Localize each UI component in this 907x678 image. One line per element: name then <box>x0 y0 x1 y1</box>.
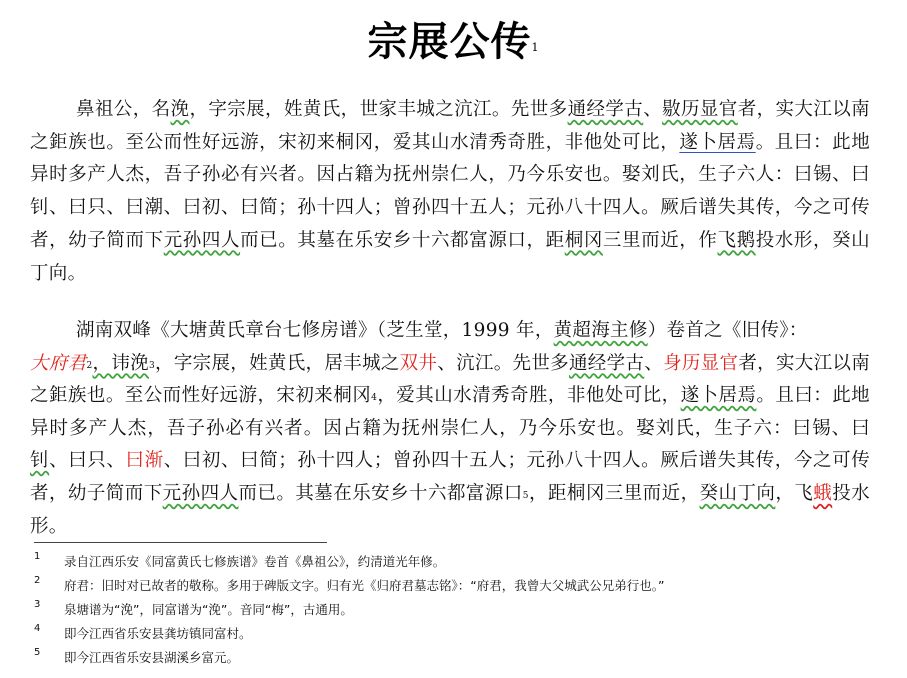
text-segment: 投水形。 <box>30 482 870 537</box>
text-segment: ，飞 <box>775 482 814 504</box>
footnote-text: 泉塘谱为“浼”，同富谱为“浼”。音同“梅”，古通用。 <box>64 602 353 617</box>
text-segment: 、 <box>644 352 664 374</box>
text-segment: 癸山丁向 <box>699 482 776 504</box>
text-segment: 投水形，癸山丁向。 <box>30 229 870 284</box>
text-segment: 桐冈 <box>564 229 603 251</box>
text-segment: 、曰初、曰简；孙十四人；曾孙四十五人；元孙八十四人。厥后谱失其传，今之可传者，幼子简而下 <box>30 450 870 504</box>
text-segment: 遂卜居焉 <box>679 131 756 153</box>
text-segment: 通经学古 <box>567 99 644 120</box>
footnote-item <box>34 646 874 670</box>
footnote-number: 1 <box>34 551 41 562</box>
text-segment: ，字宗展，姓黄氏，居丰城之 <box>154 352 400 374</box>
text-segment: 通经学古 <box>568 352 645 374</box>
text-segment: 者，实大江以南之鉅族也。至公而性好远游，宋初来桐冈 <box>30 352 871 407</box>
footnote-ref[interactable]: 5 <box>522 490 529 501</box>
footnote-separator <box>34 542 327 543</box>
text-segment: ，距桐冈三里而近， <box>528 482 700 504</box>
paragraph-lead-line <box>30 315 870 348</box>
text-segment: 而已。其墓在乐安乡十六都富源口，距 <box>240 229 565 251</box>
text-segment: 黄超海主修 <box>553 320 648 341</box>
footnote-number: 2 <box>34 575 41 586</box>
document-title <box>0 16 907 68</box>
footnote-number: 4 <box>34 623 41 634</box>
text-segment: 元孙四人 <box>163 229 241 251</box>
text-segment-red: 曰渐 <box>125 450 164 472</box>
footnote-text: 府君：旧时对已故者的敬称。多用于碑版文字。归有光《归府君墓志铭》：“府君，我曾大父城武公兄弟行也。” <box>64 578 665 593</box>
text-segment: 敭历显官 <box>662 99 738 120</box>
footnote-text: 即今江西省乐安县龚坊镇同富村。 <box>64 626 252 641</box>
text-segment-red: 蛾 <box>813 482 833 504</box>
text-segment: 三里而近，作 <box>602 229 718 251</box>
text-segment: 而已。其墓在乐安乡十六都富源口 <box>238 482 523 504</box>
text-segment: 遂卜居焉 <box>680 385 757 407</box>
text-segment: 鼻祖公，名 <box>76 99 171 120</box>
text-segment: ，讳浼 <box>92 352 149 374</box>
title-footnote-ref[interactable]: 1 <box>531 41 540 54</box>
footnote-text: 即今江西省乐安县湖溪乡富元。 <box>64 650 240 665</box>
text-segment: 、沆江。先世多 <box>437 352 569 374</box>
text-segment: ）卷首之《旧传》： <box>647 320 808 341</box>
footnote-ref[interactable]: 4 <box>371 393 378 404</box>
text-segment: 。且曰：此地异时多产人杰，吾子孙必有兴者。因占籍为抚州崇仁人，乃今乐安也。娶刘氏，生子六：曰锡、曰 <box>30 385 870 439</box>
text-segment: ，爱其山水清秀奇胜，非他处可比， <box>377 385 681 407</box>
footnote-number: 3 <box>34 599 41 610</box>
text-segment: 、曰只、 <box>49 450 126 472</box>
text-segment: 、 <box>643 99 663 120</box>
footnote-item <box>34 574 874 598</box>
footnote-item <box>34 550 874 574</box>
text-segment: 湖南双峰《大塘黄氏章台七修房谱》（芝生堂，1999 年， <box>76 320 554 341</box>
text-segment: 元孙四人 <box>162 482 239 504</box>
text-segment: ，字宗展，姓黄氏，世家丰城之沆江。先世多 <box>189 99 568 120</box>
text-segment: 浼 <box>170 99 190 120</box>
title-text: 宗展公传 <box>367 18 532 65</box>
text-segment-red: 双井 <box>399 352 438 374</box>
text-segment: 钊 <box>30 450 50 472</box>
text-segment: 。且曰：此地异时多产人杰，吾子孙必有兴者。因占籍为抚州崇仁人，乃今乐安也。娶刘氏，生子六人：曰锡、曰钊、曰只、曰潮、曰初、曰简；孙十四人；曾孙四十五人；元孙八十四人。厥后谱失其传，今之可传者，幼子简而下 <box>30 131 870 251</box>
footnote-number: 5 <box>34 647 41 658</box>
text-segment-red: 大府君 <box>30 352 87 374</box>
footnote-item <box>34 622 874 646</box>
footnote-text: 录自江西乐安《同富黄氏七修族谱》卷首《鼻祖公》，约清道光年修。 <box>64 554 446 569</box>
paragraph-biography <box>30 94 870 290</box>
paragraph-old-biography <box>30 315 870 543</box>
text-segment: 飞鹅 <box>717 229 756 251</box>
footnotes <box>34 550 874 670</box>
footnote-item <box>34 598 874 622</box>
text-segment: 者，实大江以南之鉅族也。至公而性好远游，宋初来桐冈，爱其山水清秀奇胜，非他处可比， <box>30 99 870 153</box>
footnote-ref[interactable]: 2 <box>86 360 93 371</box>
text-segment-red: 身历显官 <box>663 352 739 374</box>
footnote-ref[interactable]: 3 <box>148 360 155 371</box>
